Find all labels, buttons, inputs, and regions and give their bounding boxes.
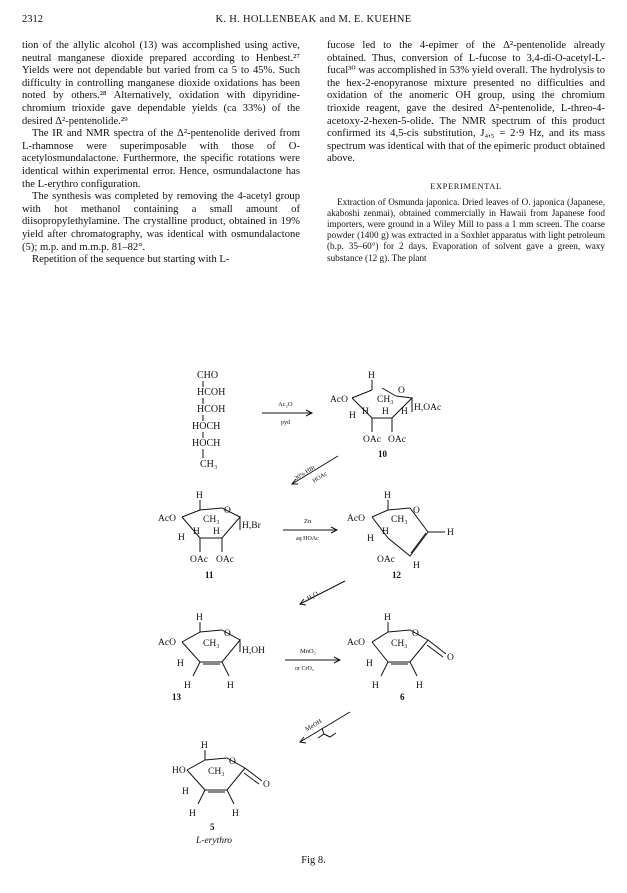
compound-number: 6 [400, 692, 405, 702]
compound-13 [182, 622, 240, 676]
configuration-label: L-erythro [196, 836, 233, 846]
reagent-label: 30% HBr [293, 464, 317, 482]
paragraph: fucose led to the 4-epimer of the Δ²-pentenolide already obtained. Thus, conversion of L-fucose to 3,4-di-O-acetyl-L-fucal³⁰ was accomplished in 53% yield overall. The hydrolysis to the hex-2-enopyranose mixture presented no difficulties and oxidation of the anomeric OH group, using the chromium trioxide reagent, gave the desired Δ²-pentenolide, L-threo-4-acetoxy-2-hexen-5-olide. The NMR spectrum of this product confirmed its 4,5-cis substitution, J₄,₅ = 2·9 Hz, and its mass spectrum was identical with that of the epimeric product obtained above. [327, 40, 605, 165]
fischer-row: HOCH [192, 421, 221, 432]
running-head-authors: K. H. HOLLENBEAK and M. E. KUEHNE [215, 14, 412, 25]
atom-label: CH₃ [203, 639, 220, 649]
atom-label: H [366, 659, 373, 669]
reagent-label: or CrO₃ [295, 666, 314, 672]
atom-label: AcO [158, 514, 176, 524]
paragraph: Repetition of the sequence but starting with L- [32, 254, 230, 266]
atom-label: H [401, 407, 408, 417]
compound-number: 13 [172, 692, 181, 702]
atom-label: H [367, 534, 374, 544]
anomeric-label: H,OAc [414, 403, 442, 413]
compound-11 [182, 500, 240, 552]
reagent-label: HOAc [311, 471, 329, 485]
atom-label: OAc [190, 555, 208, 565]
atom-label: H [227, 681, 234, 691]
reagent-label: MnO₂ [300, 648, 316, 655]
atom-label: H [372, 681, 379, 691]
atom-label: CH₃ [203, 515, 220, 525]
arrow-hydrolysis [300, 581, 345, 605]
atom-label: H [447, 528, 454, 538]
atom-label: H [178, 533, 185, 543]
fischer-row: HCOH [197, 404, 226, 415]
compound-number: 11 [205, 570, 214, 580]
fischer-projection [192, 370, 225, 470]
atom-label: H [193, 527, 200, 537]
atom-label: OAc [216, 555, 234, 565]
anomeric-label: H,OH [242, 646, 265, 656]
compound-number: 12 [392, 570, 401, 580]
compound-5 [187, 750, 262, 804]
running-header [22, 14, 605, 28]
arrow-acetylation [262, 410, 312, 416]
ring-oxygen: O [398, 386, 405, 396]
atom-label: CH₃ [208, 767, 225, 777]
atom-label: H [182, 787, 189, 797]
carbonyl-oxygen: O [263, 780, 270, 790]
paragraph: The synthesis was completed by removing the 4-acetyl group with hot methanol containing a small amount of diisopropylethylamine. The crystalline product, obtained in 19% yield after chromatography, was identical with osmundalactone (5); m.p. and m.m.p. 81–82°. [22, 191, 300, 253]
paragraph: tion of the allylic alcohol (13) was accomplished using active, neutral manganese dioxide prepared according to Henbest.²⁷ Yields were not dependable but varied from ca 5 to 45%. Such difficulty in controlling manganese dioxide oxidations has been noted by others.²⁸ Alternatively, oxidation with dipyridine-chromium trioxide gave dependable yields (ca 33%) of the desired Δ²-pentenolide.²⁹ [22, 40, 300, 127]
atom-label: H [382, 407, 389, 417]
atom-label: H [177, 659, 184, 669]
atom-label: H [384, 491, 391, 501]
ring-oxygen: O [412, 629, 419, 639]
atom-label: OAc [388, 435, 406, 445]
page-number: 2312 [22, 14, 43, 25]
reagent-label: H₂O [305, 590, 320, 603]
atom-label: H [196, 491, 203, 501]
atom-label: AcO [330, 395, 348, 405]
atom-label: H [213, 527, 220, 537]
atom-label: H [184, 681, 191, 691]
atom-label: H [349, 411, 356, 421]
compound-number: 5 [210, 822, 215, 832]
fischer-row: HOCH [192, 438, 221, 449]
ring-oxygen: O [224, 506, 231, 516]
atom-label: AcO [347, 514, 365, 524]
atom-label: H [413, 561, 420, 571]
arrow-oxidation [285, 657, 340, 663]
paragraph: The IR and NMR spectra of the Δ²-pentenolide derived from L-rhamnose were superimposable with those of O-acetylosmundalactone. Furthermore, the specific rotations were identical within experimental error. Hence, osmundalactone has the L-erythro configuration. [22, 128, 300, 190]
atom-label: H [189, 809, 196, 819]
fischer-row: HCOH [197, 387, 226, 398]
atom-label: H [382, 527, 389, 537]
reagent-label: Zn [304, 518, 312, 525]
atom-label: CH₃ [391, 639, 408, 649]
reaction-scheme [0, 355, 627, 885]
atom-label: CH₃ [391, 515, 408, 525]
ring-oxygen: O [224, 629, 231, 639]
reagent-label: pyd [281, 420, 290, 426]
atom-label: HO [172, 766, 186, 776]
reagent-label: aq HOAc [296, 536, 319, 542]
atom-label: AcO [158, 638, 176, 648]
atom-label: OAc [363, 435, 381, 445]
right-column [327, 40, 605, 264]
compound-number: 10 [378, 449, 387, 459]
atom-label: H [384, 613, 391, 623]
arrow-reduction [283, 527, 337, 533]
ring-oxygen: O [413, 506, 420, 516]
atom-label: OAc [377, 555, 395, 565]
reagent-label: Ac₂O [278, 401, 293, 408]
atom-label: CH₃ [377, 395, 394, 405]
fischer-row: CH₃ [200, 459, 218, 470]
atom-label: H [416, 681, 423, 691]
anomeric-label: H,Br [242, 521, 261, 531]
atom-label: H [362, 407, 369, 417]
compound-6 [372, 622, 446, 676]
experimental-paragraph: Extraction of Osmunda japonica. Dried leaves of O. japonica (Japanese, akaboshi zenmai), obtained commercially in Hawaii from Japanese food importers, were ground in a Wiley Mill to pass a 1 mm screen. The coarse powder (1400 g) was extracted in a Soxhlet apparatus with light petroleum (b.p. 35–60°) for 2 days. Evaporation of solvent gave a green, waxy substance (12 g). The plant [327, 196, 605, 263]
fischer-row: CHO [197, 370, 219, 381]
left-column [22, 40, 300, 267]
atom-label: AcO [347, 638, 365, 648]
reagent-label: MeOH [304, 718, 324, 734]
atom-label: H [232, 809, 239, 819]
atom-label: H [201, 741, 208, 751]
ring-oxygen: O [229, 757, 236, 767]
atom-label: H [196, 613, 203, 623]
section-heading: EXPERIMENTAL [430, 180, 502, 191]
atom-label: H [368, 371, 375, 381]
figure-caption: Fig 8. [301, 855, 326, 866]
carbonyl-oxygen: O [447, 653, 454, 663]
